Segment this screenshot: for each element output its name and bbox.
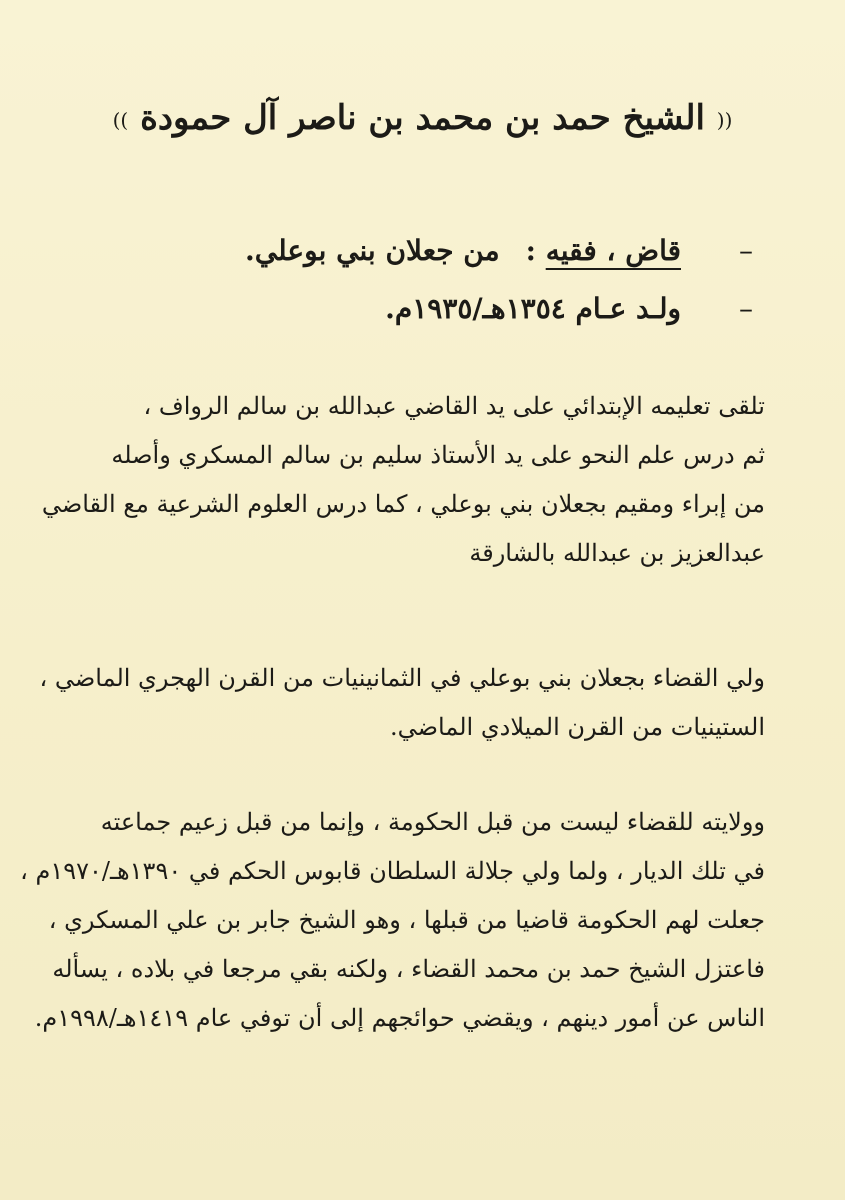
- title-open-quote: ((: [716, 108, 733, 132]
- paragraph-later-life: [20, 798, 765, 1043]
- page-title: [0, 88, 845, 150]
- paragraph-line: الناس عن أمور دينهم ، ويقضي حوائجهم إلى أن توفي عام ١٤١٩هـ/١٩٩٨م.: [34, 1004, 765, 1032]
- paragraph-line: وولايته للقضاء ليست من قبل الحكومة ، وإنما من قبل زعيم جماعته: [100, 808, 765, 836]
- paragraph-education: [41, 382, 765, 578]
- paragraph-line: في تلك الديار ، ولما ولي جلالة السلطان قابوس الحكم في ١٣٩٠هـ/١٩٧٠م ،: [20, 857, 765, 885]
- paragraph-line: فاعتزل الشيخ حمد بن محمد القضاء ، ولكنه بقي مرجعا في بلاده ، يسأله: [52, 955, 765, 983]
- fact-occupation: [153, 222, 753, 280]
- paragraph-line: من إبراء ومقيم بجعلان بني بوعلي ، كما درس العلوم الشرعية مع القاضي: [41, 490, 765, 518]
- fact-birth-text: ولـد عـام ١٣٥٤هـ/١٩٣٥م.: [385, 292, 681, 325]
- fact-birth: [153, 280, 753, 338]
- fact-occupation-label: قاض ، فقيه: [545, 234, 681, 267]
- title-text: الشيخ حمد بن محمد بن ناصر آل حمودة: [140, 98, 705, 138]
- paragraph-judiciary: [39, 654, 765, 752]
- title-close-quote: )): [112, 108, 129, 132]
- paragraph-line: ثم درس علم النحو على يد الأستاذ سليم بن سالم المسكري وأصله: [111, 441, 765, 469]
- paragraph-line: ولي القضاء بجعلان بني بوعلي في الثمانينيات من القرن الهجري الماضي ،: [39, 664, 765, 692]
- fact-occupation-value: من جعلان بني بوعلي.: [245, 234, 500, 267]
- fact-bullet: –: [739, 292, 753, 325]
- paragraph-line: جعلت لهم الحكومة قاضيا من قبلها ، وهو الشيخ جابر بن علي المسكري ،: [48, 906, 765, 934]
- biography-facts: [153, 222, 753, 338]
- paragraph-line: تلقى تعليمه الإبتدائي على يد القاضي عبدالله بن سالم الرواف ،: [143, 392, 765, 420]
- paragraph-line: الستينيات من القرن الميلادي الماضي.: [390, 713, 765, 741]
- paragraph-line: عبدالعزيز بن عبدالله بالشارقة: [469, 539, 765, 567]
- fact-separator: :: [525, 234, 536, 267]
- fact-bullet: –: [739, 234, 753, 267]
